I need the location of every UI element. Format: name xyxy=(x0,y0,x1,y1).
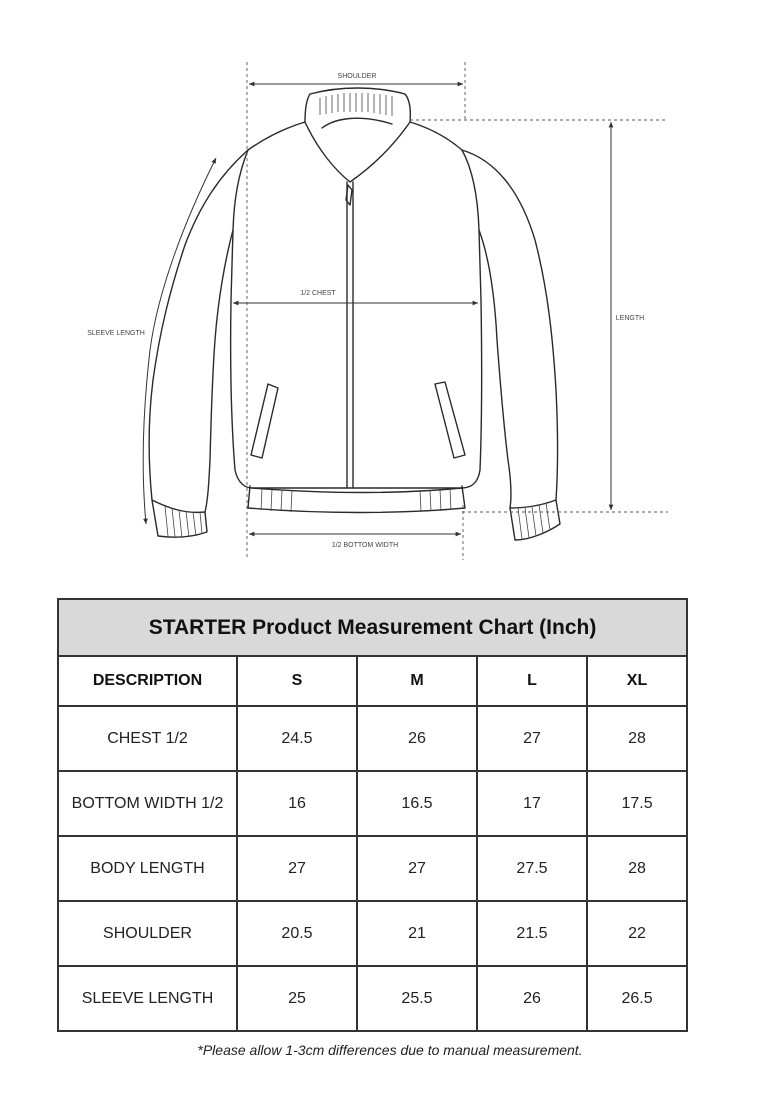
table-title: STARTER Product Measurement Chart (Inch) xyxy=(58,599,687,656)
cell-value: 25 xyxy=(237,966,357,1031)
jacket-outline xyxy=(149,88,560,540)
cell-value: 22 xyxy=(587,901,687,966)
row-label: BODY LENGTH xyxy=(58,836,237,901)
cell-value: 26 xyxy=(477,966,587,1031)
row-label: BOTTOM WIDTH 1/2 xyxy=(58,771,237,836)
header-description: DESCRIPTION xyxy=(58,656,237,706)
cell-value: 24.5 xyxy=(237,706,357,771)
cell-value: 21 xyxy=(357,901,477,966)
table-row xyxy=(58,901,687,966)
cell-value: 27 xyxy=(357,836,477,901)
table-row xyxy=(58,836,687,901)
sleeve-length-arrow xyxy=(143,158,216,524)
table-row xyxy=(58,706,687,771)
cell-value: 16.5 xyxy=(357,771,477,836)
shoulder-label: SHOULDER xyxy=(337,73,377,80)
cell-value: 17.5 xyxy=(587,771,687,836)
table-title-row xyxy=(58,599,687,656)
cell-value: 28 xyxy=(587,836,687,901)
row-label: CHEST 1/2 xyxy=(58,706,237,771)
rib-texture xyxy=(165,93,550,539)
cell-value: 28 xyxy=(587,706,687,771)
cell-value: 27 xyxy=(477,706,587,771)
measure-guides xyxy=(247,62,668,560)
table-header-row xyxy=(58,656,687,706)
bottom-width-label: 1/2 BOTTOM WIDTH xyxy=(331,542,399,549)
row-label: SLEEVE LENGTH xyxy=(58,966,237,1031)
measure-labels xyxy=(87,73,644,549)
header-size-l: L xyxy=(477,656,587,706)
cell-value: 25.5 xyxy=(357,966,477,1031)
cell-value: 26 xyxy=(357,706,477,771)
cell-value: 21.5 xyxy=(477,901,587,966)
cell-value: 20.5 xyxy=(237,901,357,966)
length-label: LENGTH xyxy=(615,315,645,322)
measure-arrows xyxy=(143,84,611,534)
cell-value: 17 xyxy=(477,771,587,836)
table-row xyxy=(58,771,687,836)
header-size-xl: XL xyxy=(587,656,687,706)
cell-value: 27 xyxy=(237,836,357,901)
footnote xyxy=(0,1042,762,1058)
measurement-table xyxy=(57,598,688,1032)
cell-value: 26.5 xyxy=(587,966,687,1031)
chest-label: 1/2 CHEST xyxy=(300,290,336,297)
header-size-m: M xyxy=(357,656,477,706)
footnote-text: *Please allow 1-3cm differences due to manual measurement. xyxy=(197,1042,583,1058)
header-size-s: S xyxy=(237,656,357,706)
cell-value: 27.5 xyxy=(477,836,587,901)
cell-value: 16 xyxy=(237,771,357,836)
table-row xyxy=(58,966,687,1031)
sleeve-length-label: SLEEVE LENGTH xyxy=(87,330,145,337)
row-label: SHOULDER xyxy=(58,901,237,966)
